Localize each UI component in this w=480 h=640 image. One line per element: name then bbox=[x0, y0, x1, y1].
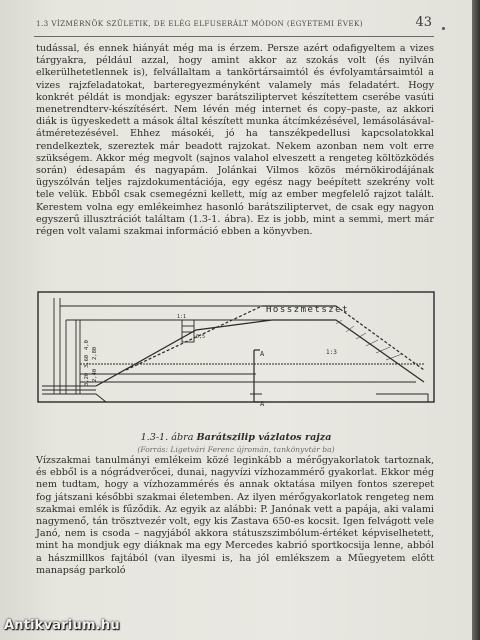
figure-title: Barátsziliр vázlatos rajza bbox=[196, 432, 332, 443]
figure-caption bbox=[36, 432, 436, 443]
level-label-5: 2,40 bbox=[92, 368, 98, 382]
watermark-logo: Antikvarium.hu bbox=[4, 618, 120, 633]
chapter-title: 1.3 VÍZMÉRNÖK SZÜLETIK, DE ELÉG ELFUSERÁLT MÓDON (EGYETEMI ÉVEK) bbox=[36, 19, 363, 28]
figure-number: 1.3-1. ábra bbox=[140, 432, 194, 443]
slope-hatching bbox=[336, 320, 402, 360]
level-label-1: 4,0 bbox=[84, 340, 90, 350]
section-mark-top: A bbox=[260, 350, 265, 358]
margin-dot bbox=[442, 27, 445, 30]
running-header bbox=[34, 14, 434, 37]
page-edge-shadow bbox=[472, 0, 480, 640]
body-paragraph-2: Vízszakmai tanulmányi emlékeim közé leginkább a mérőgyakorlatok tartoznak, és ebből is a nógrádverőcei, dunai, nagyvízi vízhozammérő gyakorlat. Ekkor még nem tudtam, hogy a vízhozammérés és annak oktatása milyen fontos szerepet fog játszani későbbi szakmai életemben. Az ilyen mérőgyakorlatok rengeteg nem szakmai emlék is fűződik. Az egyik az alábbi: P. Janónak vett a papája, aki valami nagymenő, tán trösztvezér volt, egy kis Zastava 650-es kocsit. Igen felvágott vele Janó, nem is csoda – nagyjából akkora státuszszimbólum-értéket képviselhetett, mint ha mondjuk egy diáknak ma egy Mercedes kabrió sportkocsija lenne, abból a hászmillkos fajtából (van ilyesmi is, ha jól emlékszem a Műegyetem előtt manapság parkoló bbox=[36, 455, 434, 576]
small-label-1: 1:1 bbox=[177, 314, 187, 320]
slope-label: 1:3 bbox=[326, 349, 337, 356]
page-number: 43 bbox=[415, 15, 432, 30]
structure-box bbox=[182, 320, 194, 342]
section-mark-bottom: A bbox=[260, 400, 265, 408]
figure-source: (Forrás: Ligetvári Ferenc újromán, tankönyvtár ba) bbox=[137, 445, 335, 454]
small-label-2: 0,5 bbox=[196, 334, 206, 340]
level-label-4: 2,80 bbox=[92, 346, 98, 360]
cross-section-drawing bbox=[36, 290, 436, 424]
level-label-2: 3,60 bbox=[84, 354, 90, 368]
body-paragraph-1: tudással, és ennek hiányát még ma is érzem. Persze azért odafigyeltem a vizes tárgyakra, például azzal, hogy amint akkor az szokás volt (és nyilván elkerülhetetlennek is), felvállaltam a tankörtársaimtól és évfolyamtársaimtól a vizes rajzfeladatokat, barteregyezményként valamely más feladatért. Hogy konkrét példát is mondjak: egyszer barátsziliptervet készítettem cserébe vasúti menetrendterv-készítésért. Nem lévén még internet és copy–paste, az akkori diák is ügyeskedett a mások által készített munka átcímkézésével, lemásolásával-átméretezésével. Ehhez másokéi, jó ha tanszékpedellusi kapcsolatokkal rendelkeztek, szereztek már beadott rajzokat. Nekem azonban nem volt erre szükségem. Akkor még megvolt (sajnos valahol elveszett a rengeteg költözködés során) édesapám és nagyapám. Jolánkai Vilmos közös mérnökirodájának ügyszólván teljes rajzdokumentációja, egy egész nagy beépített szekrény volt tele velük. Ebből csak csemegézni kellett, míg az ember megfelelő rajzot talált. Kerestem volna egy emlékeimhez hasonló barátsziliptervet, de csak egy nagyon egyszerű illusztrációt találtam (1.3-1. ábra). Ez is jobb, mint a semmi, mert már régen volt valami szakmai információ ebben a könyvben. bbox=[36, 43, 434, 238]
level-label-3: 3,20 bbox=[84, 372, 90, 386]
drawing-title: Hosszmetszet bbox=[266, 305, 350, 315]
foundation bbox=[42, 394, 428, 402]
